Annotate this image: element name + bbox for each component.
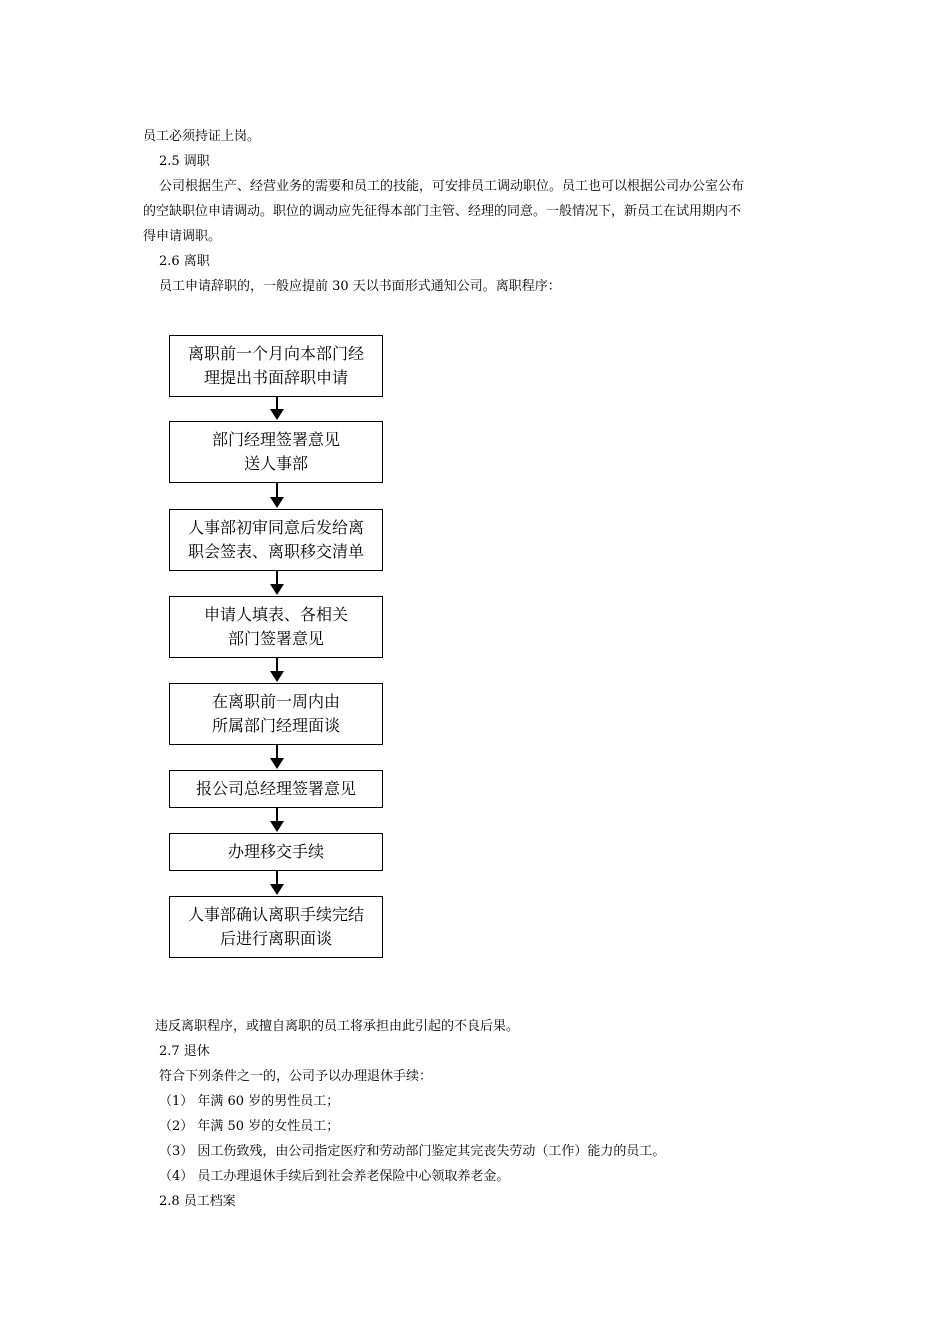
paragraph-line: 员工必须持证上岗。 xyxy=(143,129,261,144)
flow-step-5: 在离职前一周内由 所属部门经理面谈 xyxy=(169,683,383,745)
paragraph-line: 的空缺职位申请调动。职位的调动应先征得本部门主管、经理的同意。一般情况下，新员工在试用期内不 xyxy=(143,204,742,219)
flow-step-7: 办理移交手续 xyxy=(169,833,383,871)
paragraph-line: 公司根据生产、经营业务的需要和员工的技能，可安排员工调动职位。员工也可以根据公司办公室公布 xyxy=(159,179,745,194)
section-heading-2-6: 2.6 离职 xyxy=(159,254,210,269)
flow-step-2: 部门经理签署意见 送人事部 xyxy=(169,421,383,483)
list-item: （4） 员工办理退休手续后到社会养老保险中心领取养老金。 xyxy=(159,1169,510,1184)
paragraph-line: 符合下列条件之一的，公司予以办理退休手续： xyxy=(159,1069,433,1084)
list-item: （3） 因工伤致残，由公司指定医疗和劳动部门鉴定其完丧失劳动（工作）能力的员工。 xyxy=(159,1144,666,1159)
flow-step-3: 人事部初审同意后发给离 职会签表、离职移交清单 xyxy=(169,509,383,571)
paragraph-line: 违反离职程序，或擅自离职的员工将承担由此引起的不良后果。 xyxy=(155,1019,520,1034)
flow-step-6: 报公司总经理签署意见 xyxy=(169,770,383,808)
paragraph-line: 得申请调职。 xyxy=(143,229,222,244)
section-heading-2-7: 2.7 退休 xyxy=(159,1044,210,1059)
flow-step-1: 离职前一个月向本部门经 理提出书面辞职申请 xyxy=(169,335,383,397)
flow-step-4: 申请人填表、各相关 部门签署意见 xyxy=(169,596,383,658)
section-heading-2-5: 2.5 调职 xyxy=(159,154,210,169)
list-item: （1） 年满 60 岁的男性员工； xyxy=(159,1094,340,1109)
flow-step-8: 人事部确认离职手续完结 后进行离职面谈 xyxy=(169,896,383,958)
list-item: （2） 年满 50 岁的女性员工； xyxy=(159,1119,340,1134)
paragraph-line: 员工申请辞职的，一般应提前 30 天以书面形式通知公司。离职程序： xyxy=(159,279,561,294)
section-heading-2-8: 2.8 员工档案 xyxy=(159,1194,236,1209)
